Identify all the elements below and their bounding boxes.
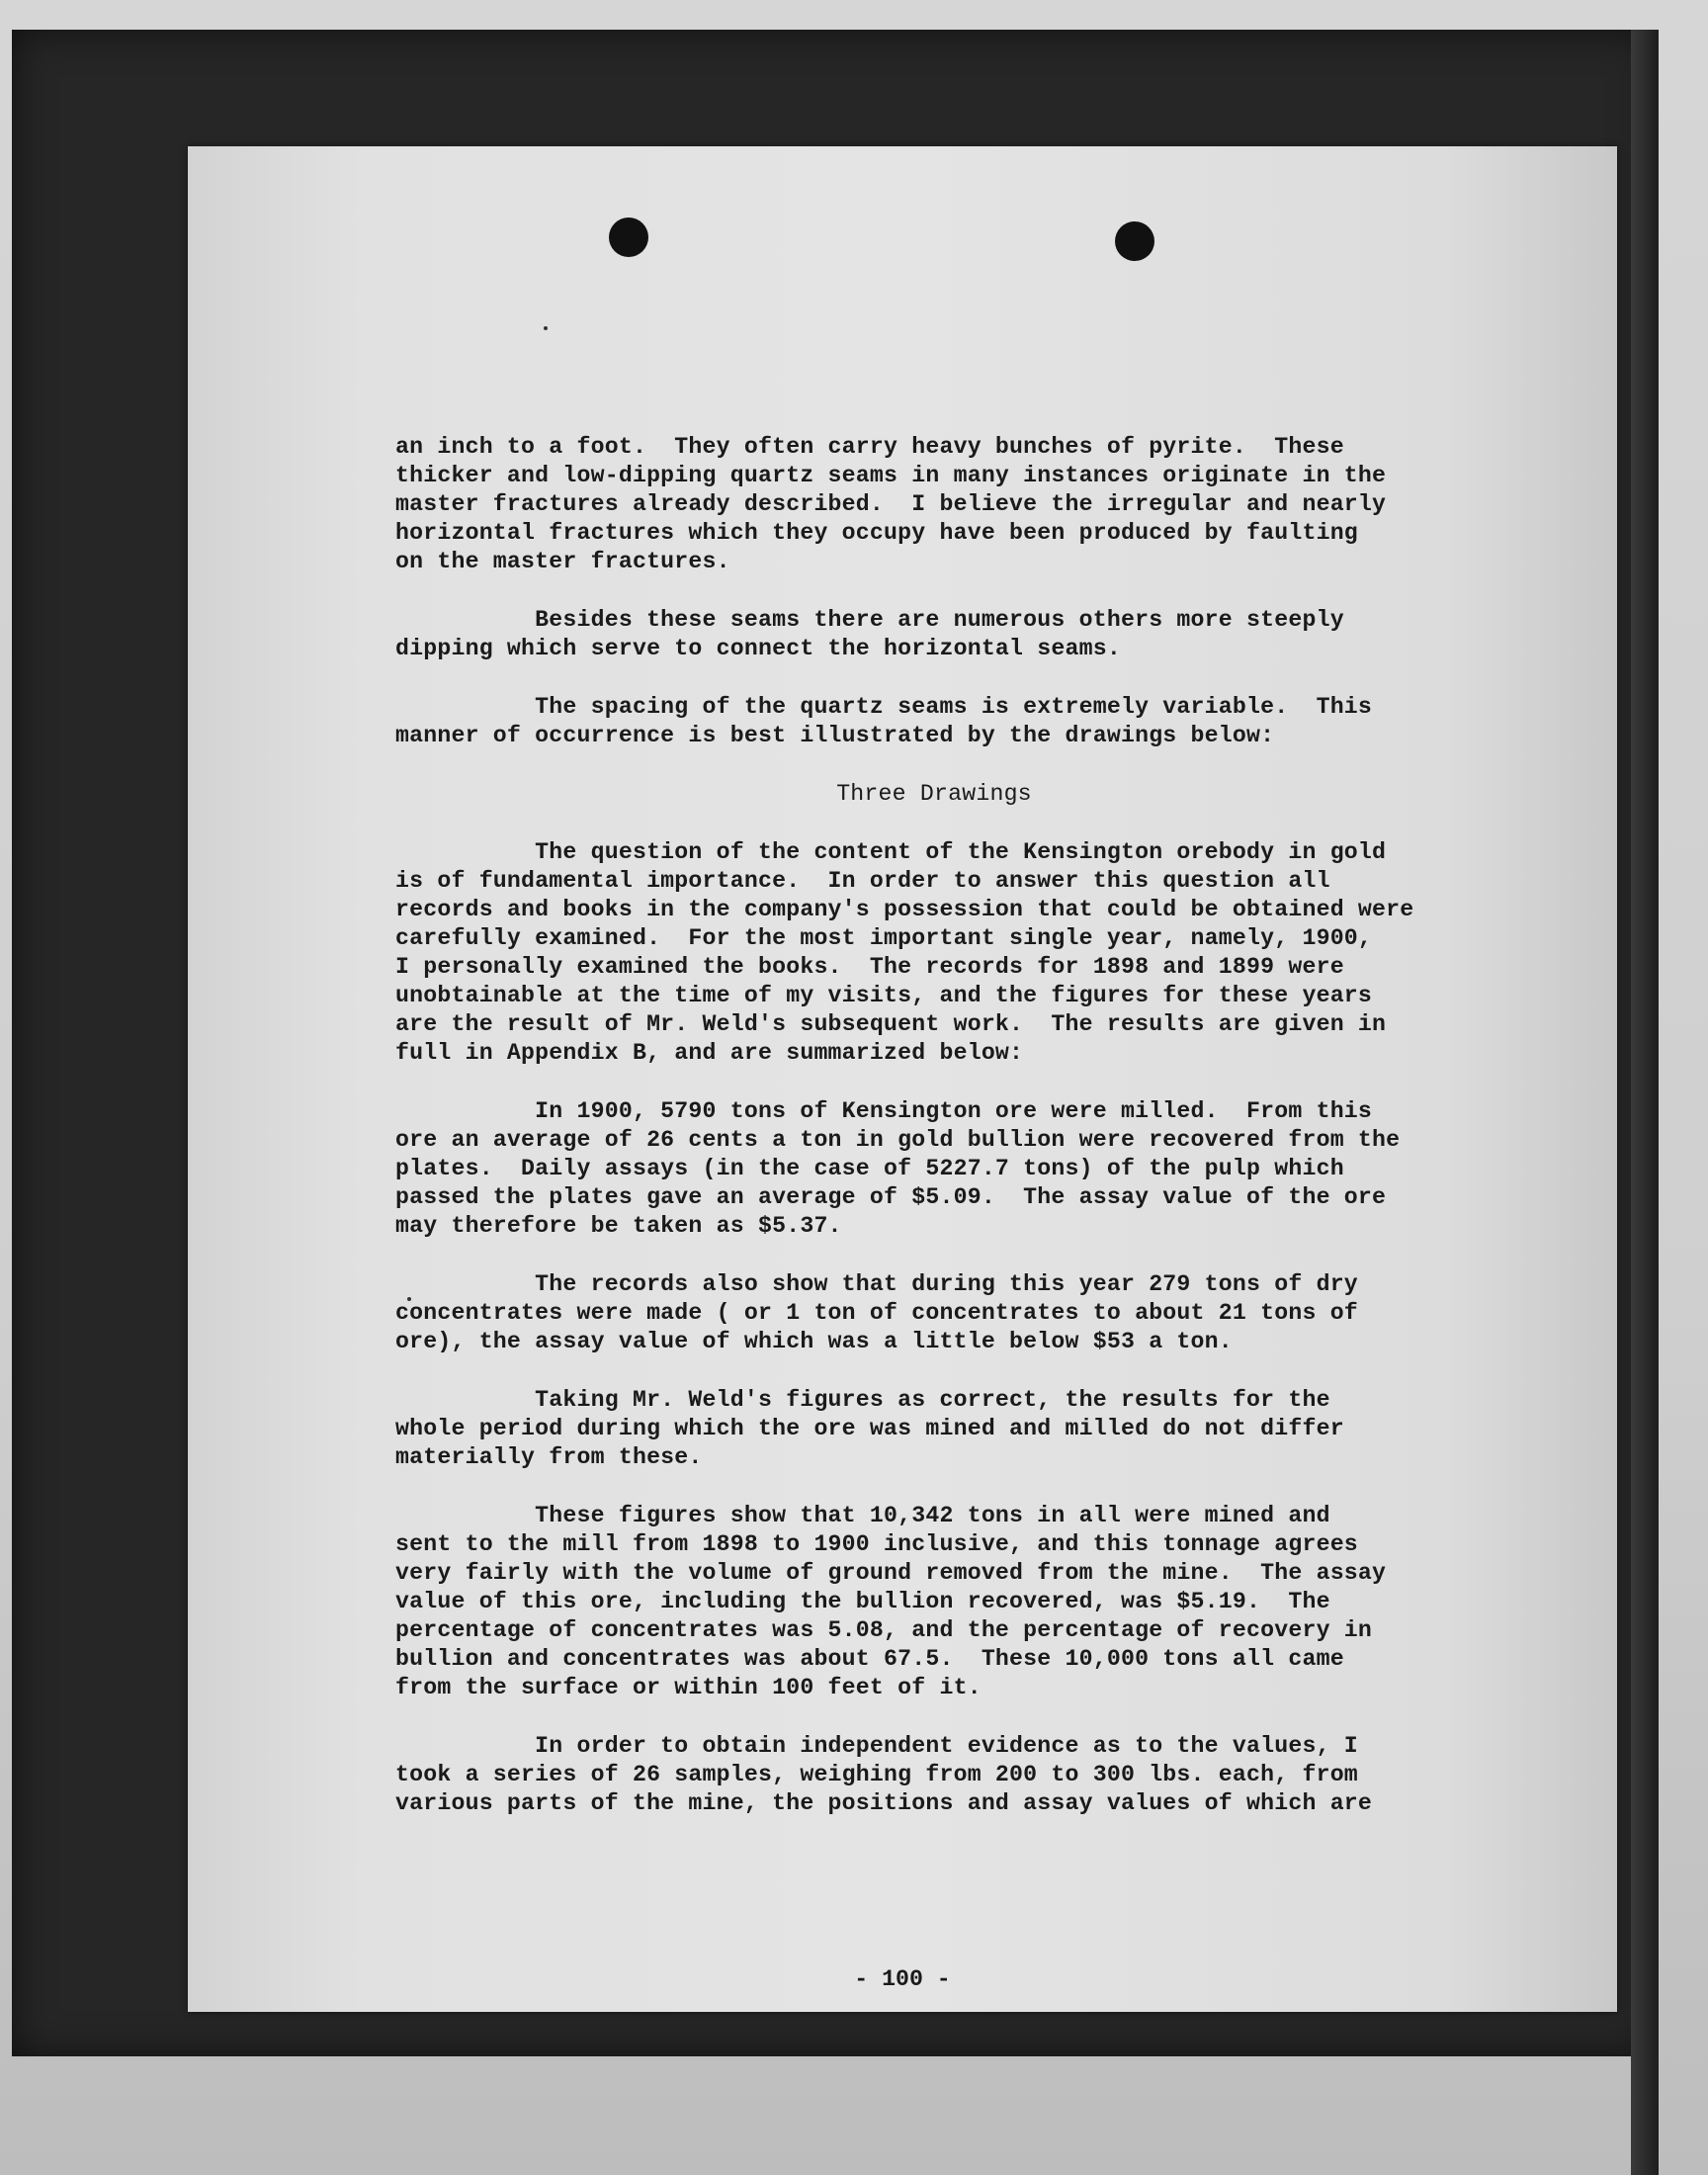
text-line: plates. Daily assays (in the case of 5227.7 tons) of the pulp which xyxy=(395,1156,1344,1181)
text-line: are the result of Mr. Weld's subsequent work. The results are given in xyxy=(395,1011,1387,1037)
section-heading: Three Drawings xyxy=(836,781,1032,807)
punch-hole-icon xyxy=(1115,221,1154,261)
paragraph xyxy=(395,838,1502,1068)
text-line: various parts of the mine, the positions and assay values of which are xyxy=(395,1790,1373,1816)
text-line: master fractures already described. I believe the irregular and nearly xyxy=(395,491,1387,517)
text-line: unobtainable at the time of my visits, and the figures for these years xyxy=(395,983,1373,1008)
board-edge xyxy=(1631,30,1659,2175)
text-line: from the surface or within 100 feet of it. xyxy=(395,1675,982,1700)
text-line: value of this ore, including the bullion recovered, was $5.19. The xyxy=(395,1589,1330,1614)
paragraph xyxy=(395,1270,1502,1356)
text-line: ore an average of 26 cents a ton in gold bullion were recovered from the xyxy=(395,1127,1401,1153)
text-line: may therefore be taken as $5.37. xyxy=(395,1213,842,1239)
text-line: materially from these. xyxy=(395,1444,703,1470)
text-line: These figures show that 10,342 tons in all were mined and xyxy=(395,1503,1330,1528)
text-line: carefully examined. For the most important single year, namely, 1900, xyxy=(395,925,1373,951)
text-line: The question of the content of the Kensington orebody in gold xyxy=(395,839,1387,865)
text-line: The records also show that during this year 279 tons of dry xyxy=(395,1271,1358,1297)
text-line: Taking Mr. Weld's figures as correct, the results for the xyxy=(395,1387,1330,1413)
punch-hole-icon xyxy=(609,218,648,257)
page-number: - 100 - xyxy=(854,1966,951,1992)
text-line: on the master fractures. xyxy=(395,549,730,574)
text-line: In 1900, 5790 tons of Kensington ore were milled. From this xyxy=(395,1098,1373,1124)
text-line: bullion and concentrates was about 67.5. These 10,000 tons all came xyxy=(395,1646,1344,1672)
paragraph xyxy=(395,693,1502,750)
ink-speck xyxy=(544,326,548,330)
paragraph xyxy=(395,1386,1502,1472)
text-line: took a series of 26 samples, weighing from 200 to 300 lbs. each, from xyxy=(395,1762,1358,1787)
text-line: thicker and low-dipping quartz seams in many instances originate in the xyxy=(395,463,1387,488)
paragraph xyxy=(395,1097,1502,1241)
text-line: Besides these seams there are numerous others more steeply xyxy=(395,607,1344,633)
paragraph xyxy=(395,1502,1502,1702)
text-line: I personally examined the books. The records for 1898 and 1899 were xyxy=(395,954,1344,980)
paragraph xyxy=(395,1732,1502,1818)
text-line: an inch to a foot. They often carry heavy bunches of pyrite. These xyxy=(395,434,1344,460)
text-line: whole period during which the ore was mined and milled do not differ xyxy=(395,1416,1344,1441)
text-line: full in Appendix B, and are summarized below: xyxy=(395,1040,1024,1066)
paragraph xyxy=(395,433,1502,576)
text-line: dipping which serve to connect the horizontal seams. xyxy=(395,636,1121,661)
typed-page xyxy=(188,146,1617,2012)
text-line: very fairly with the volume of ground removed from the mine. The assay xyxy=(395,1560,1387,1586)
text-line: The spacing of the quartz seams is extremely variable. This xyxy=(395,694,1373,720)
text-line: concentrates were made ( or 1 ton of concentrates to about 21 tons of xyxy=(395,1300,1358,1326)
text-line: sent to the mill from 1898 to 1900 inclusive, and this tonnage agrees xyxy=(395,1531,1358,1557)
paragraph xyxy=(395,606,1502,663)
text-line: In order to obtain independent evidence as to the values, I xyxy=(395,1733,1358,1759)
text-line: records and books in the company's possession that could be obtained were xyxy=(395,897,1414,922)
page-body xyxy=(395,433,1502,1848)
text-line: passed the plates gave an average of $5.09. The assay value of the ore xyxy=(395,1184,1387,1210)
text-line: is of fundamental importance. In order to answer this question all xyxy=(395,868,1330,894)
text-line: manner of occurrence is best illustrated by the drawings below: xyxy=(395,723,1275,748)
text-line: ore), the assay value of which was a little below $53 a ton. xyxy=(395,1329,1233,1354)
text-line: percentage of concentrates was 5.08, and the percentage of recovery in xyxy=(395,1617,1373,1643)
text-line: horizontal fractures which they occupy have been produced by faulting xyxy=(395,520,1358,546)
